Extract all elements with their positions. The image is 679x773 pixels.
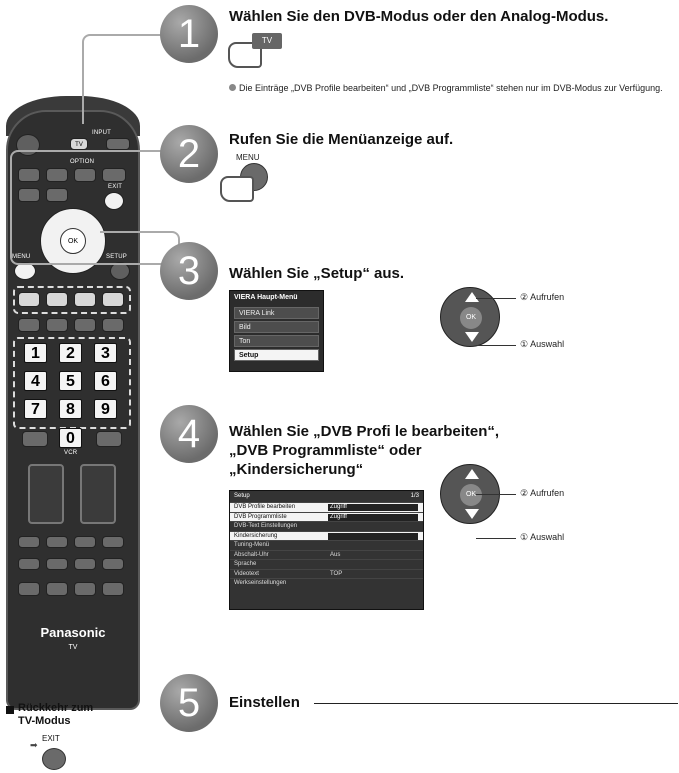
hand-pointer-icon-2 [220, 176, 254, 202]
row-label: DVB-Text Einstellungen [234, 523, 298, 529]
digit-3-button[interactable]: 3 [94, 343, 117, 363]
ok-icon: OK [460, 484, 482, 506]
bottom3-button-1[interactable] [18, 582, 40, 596]
auswahl-label-3: ① Auswahl [520, 339, 565, 349]
exit-key-label: EXIT [42, 734, 60, 743]
setup-row-abschalt-uhr[interactable] [230, 550, 423, 560]
auswahl-label-4: ① Auswahl [520, 532, 565, 542]
row-label: Kindersicherung [234, 532, 278, 539]
vcr-label: VCR [64, 450, 78, 456]
left-of-zero-button[interactable] [22, 431, 48, 447]
setup-row-dvb-text[interactable] [230, 521, 423, 531]
step-4-badge: 4 [160, 405, 218, 463]
digit-9-button[interactable]: 9 [94, 399, 117, 419]
panasonic-logo: Panasonic [40, 625, 106, 640]
up-arrow-icon [465, 469, 479, 479]
step-3-heading: Wählen Sie „Setup“ aus. [229, 265, 405, 282]
leader-aufrufen-4 [476, 494, 516, 495]
color-button-3[interactable] [74, 292, 96, 307]
return-title-line2: TV-Modus [18, 715, 71, 727]
setup-row-sprache[interactable] [230, 559, 423, 569]
setup-menu-title: Setup [234, 493, 250, 499]
row-label: DVB Programmliste [234, 513, 287, 520]
bottom1-button-1[interactable] [18, 536, 40, 548]
bottom2-button-2[interactable] [46, 558, 68, 570]
color-button-4[interactable] [102, 292, 124, 307]
input-label: INPUT [92, 130, 111, 136]
row5-button-3[interactable] [74, 318, 96, 332]
row-label: Sprache [234, 561, 257, 567]
bottom1-button-3[interactable] [74, 536, 96, 548]
tv-key-icon: TV [252, 33, 282, 49]
row-value: TOP [330, 570, 343, 577]
row5-button-2[interactable] [46, 318, 68, 332]
digit-6-button[interactable]: 6 [94, 371, 117, 391]
connector-step1 [82, 34, 167, 124]
row-value: Zugriff [330, 513, 347, 520]
menu-item-setup[interactable]: Setup [234, 349, 319, 361]
row5-button-1[interactable] [18, 318, 40, 332]
leader-auswahl-3 [476, 345, 516, 346]
aufrufen-label-3: ② Aufrufen [520, 292, 565, 302]
row-label: Werkseinstellungen [234, 580, 287, 586]
setup-label: SETUP [106, 254, 128, 260]
bottom1-button-2[interactable] [46, 536, 68, 548]
dpad-icon-step3 [440, 287, 500, 347]
step-1-note [229, 82, 679, 94]
menu-item-ton[interactable]: Ton [234, 335, 319, 347]
exit-label: EXIT [108, 184, 123, 190]
leader-auswahl-4 [476, 538, 516, 539]
setup-menu-panel [229, 490, 424, 610]
step-4-heading-line1: Wählen Sie „DVB Profi le bearbeiten“, [229, 423, 500, 440]
up-arrow-icon [465, 292, 479, 302]
main-menu-panel [229, 290, 324, 372]
arrow-right-icon: ➡ [30, 740, 38, 750]
row-value-box [328, 533, 418, 540]
tv-button[interactable]: TV [70, 138, 88, 150]
bullet-icon [229, 84, 236, 91]
input-button[interactable] [106, 138, 130, 150]
digit-7-button[interactable]: 7 [24, 399, 47, 419]
step-5-line [314, 703, 678, 704]
down-arrow-icon [465, 332, 479, 342]
row5-button-4[interactable] [102, 318, 124, 332]
setup-menu-header [230, 491, 423, 502]
step-2-badge: 2 [160, 125, 218, 183]
step-4-heading-line3: „Kindersicherung“ [229, 461, 364, 478]
digit-8-button[interactable]: 8 [59, 399, 82, 419]
setup-menu-page: 1/3 [410, 493, 419, 499]
setup-row-videotext[interactable] [230, 569, 423, 579]
setup-row-tuning[interactable] [230, 540, 423, 550]
bottom3-button-4[interactable] [102, 582, 124, 596]
bottom3-button-3[interactable] [74, 582, 96, 596]
step-5-badge: 5 [160, 674, 218, 732]
row-label: Abschalt-Uhr [234, 551, 269, 558]
color-button-1[interactable] [18, 292, 40, 307]
setup-row-dvb-programmliste[interactable] [230, 512, 423, 522]
return-title-line1: Rückkehr zum [18, 702, 94, 714]
aufrufen-label-4: ② Aufrufen [520, 488, 565, 498]
row-value: Zugriff [330, 504, 347, 510]
exit-key-icon [42, 748, 66, 770]
bottom1-button-4[interactable] [102, 536, 124, 548]
remote-ok-button[interactable]: OK [60, 228, 86, 254]
right-of-zero-button[interactable] [96, 431, 122, 447]
menu-item-bild[interactable]: Bild [234, 321, 319, 333]
leader-aufrufen-3 [476, 298, 516, 299]
bottom2-button-4[interactable] [102, 558, 124, 570]
bottom2-button-1[interactable] [18, 558, 40, 570]
row-label: Tuning-Menü [234, 542, 270, 548]
digit-1-button[interactable]: 1 [24, 343, 47, 363]
step-1-badge: 1 [160, 5, 218, 63]
step-5-heading: Einstellen [229, 694, 300, 711]
setup-row-kindersicherung[interactable] [230, 531, 423, 541]
option-label: OPTION [70, 159, 95, 165]
channel-rocker[interactable] [80, 464, 116, 524]
remote-model-label: TV [68, 644, 78, 651]
menu-item-viera-link[interactable]: VIERA Link [234, 307, 319, 319]
ok-icon: OK [460, 307, 482, 329]
row-label: DVB Profile bearbeiten [234, 504, 296, 510]
digit-4-button[interactable]: 4 [24, 371, 47, 391]
step-4-heading-line2: „DVB Programmliste“ oder [229, 442, 422, 459]
step-2-heading: Rufen Sie die Menüanzeige auf. [229, 131, 454, 148]
digit-2-button[interactable]: 2 [59, 343, 82, 363]
color-button-2[interactable] [46, 292, 68, 307]
step-3-badge: 3 [160, 242, 218, 300]
step-1-note-text: Die Einträge „DVB Profile bearbeiten“ und „DVB Programmliste“ stehen nur im DVB-Modus zur Verfügung. [239, 83, 663, 93]
return-square-icon [6, 706, 14, 714]
digit-5-button[interactable]: 5 [59, 371, 82, 391]
menu-key-label: MENU [236, 153, 260, 162]
bottom3-button-2[interactable] [46, 582, 68, 596]
setup-row-werkseinstellungen[interactable] [230, 578, 423, 588]
step-1-heading: Wählen Sie den DVB-Modus oder den Analog-Modus. [229, 8, 609, 25]
setup-row-dvb-profile[interactable] [230, 502, 423, 512]
down-arrow-icon [465, 509, 479, 519]
bottom2-button-3[interactable] [74, 558, 96, 570]
digit-0-button[interactable]: 0 [59, 428, 82, 448]
menu-label: MENU [12, 254, 31, 260]
volume-rocker[interactable] [28, 464, 64, 524]
row-value: Aus [330, 551, 341, 558]
row-label: Videotext [234, 570, 259, 577]
main-menu-title: VIERA Haupt-Menü [234, 294, 298, 301]
